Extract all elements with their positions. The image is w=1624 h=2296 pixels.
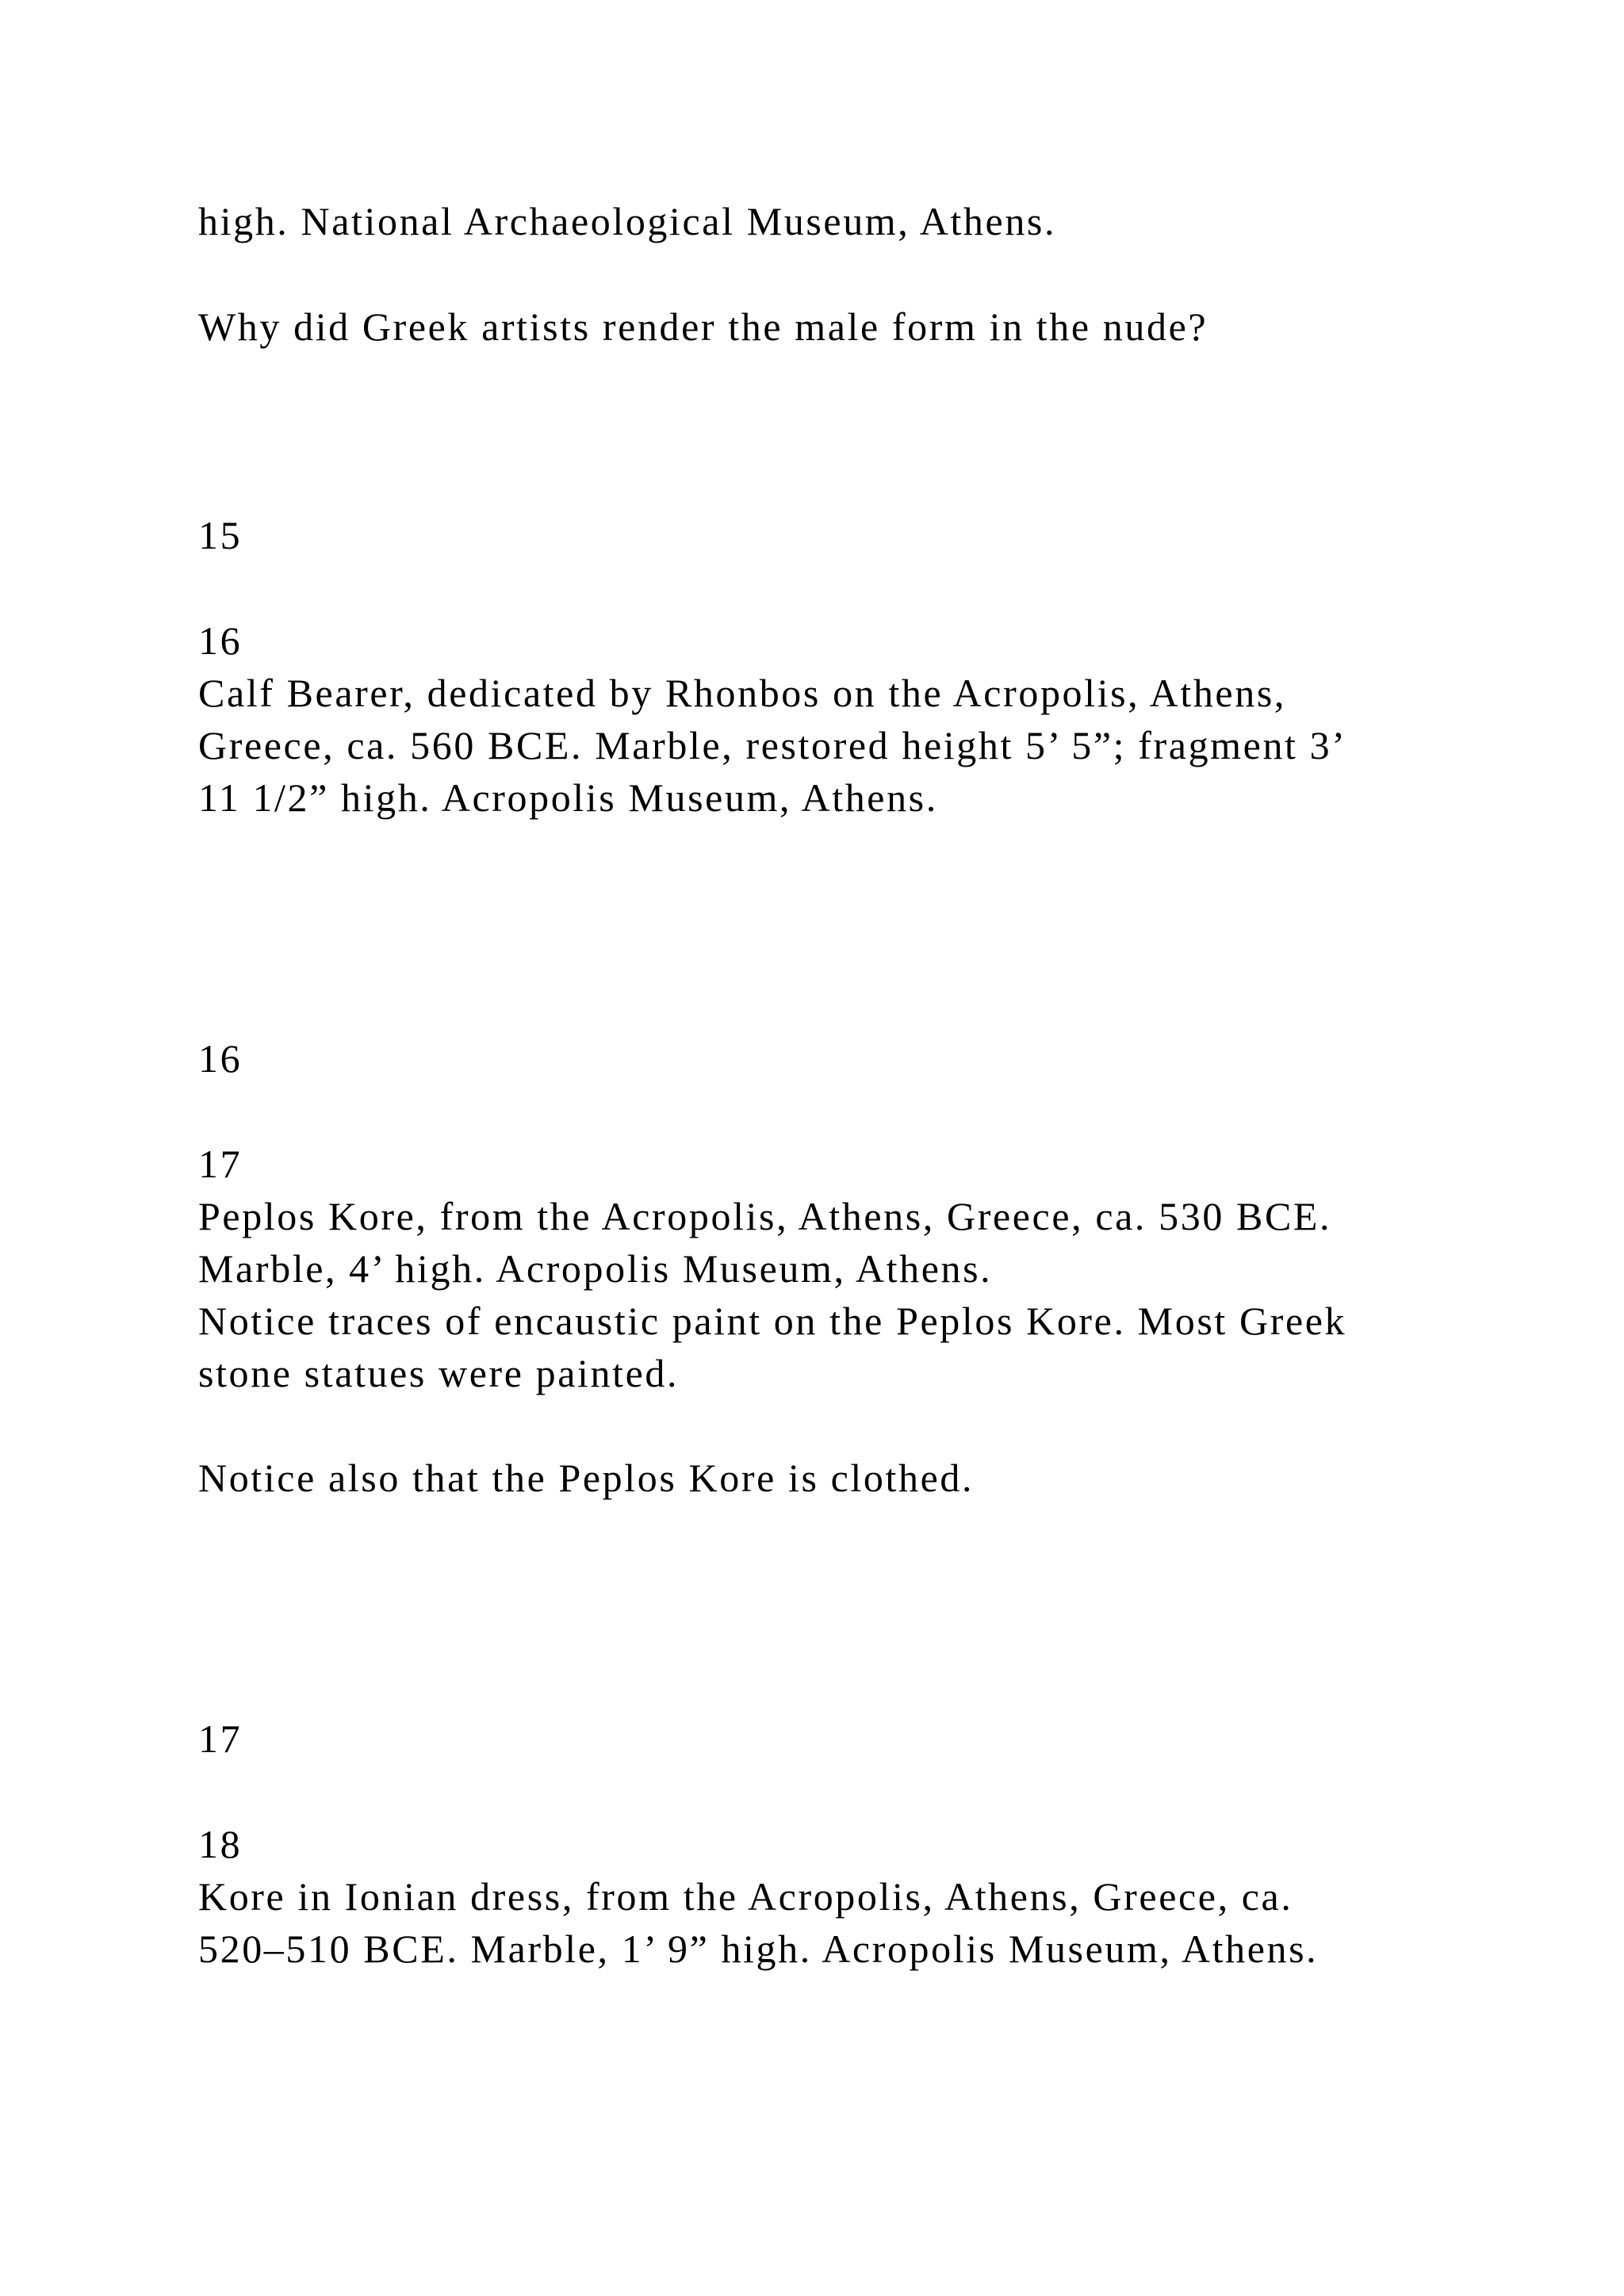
slide-number: 18 — [198, 1822, 243, 1866]
text-line: high. National Archaeological Museum, Athens. — [198, 199, 1057, 243]
text-line: Kore in Ionian dress, from the Acropolis, Athens, Greece, ca. — [198, 1874, 1293, 1919]
text-line: Greece, ca. 560 BCE. Marble, restored height 5’ 5”; fragment 3’ — [198, 723, 1347, 767]
slide-number: 15 — [198, 513, 243, 557]
slide-number: 16 — [198, 1036, 243, 1081]
text-line: Peplos Kore, from the Acropolis, Athens, Greece, ca. 530 BCE. — [198, 1194, 1332, 1238]
text-line: Marble, 4’ high. Acropolis Museum, Athens. — [198, 1246, 993, 1291]
slide-number: 17 — [198, 1716, 243, 1761]
slide-number: 17 — [198, 1142, 243, 1186]
text-line: Notice traces of encaustic paint on the Peplos Kore. Most Greek — [198, 1299, 1347, 1343]
text-line: 520–510 BCE. Marble, 1’ 9” high. Acropolis Museum, Athens. — [198, 1927, 1319, 1971]
text-line: stone statues were painted. — [198, 1351, 680, 1395]
text-line: 11 1/2” high. Acropolis Museum, Athens. — [198, 775, 938, 820]
text-line: Calf Bearer, dedicated by Rhonbos on the Acropolis, Athens, — [198, 671, 1286, 715]
text-line: Notice also that the Peplos Kore is clothed. — [198, 1456, 975, 1500]
slide-number: 16 — [198, 618, 243, 663]
text-line: Why did Greek artists render the male form in the nude? — [198, 304, 1208, 349]
